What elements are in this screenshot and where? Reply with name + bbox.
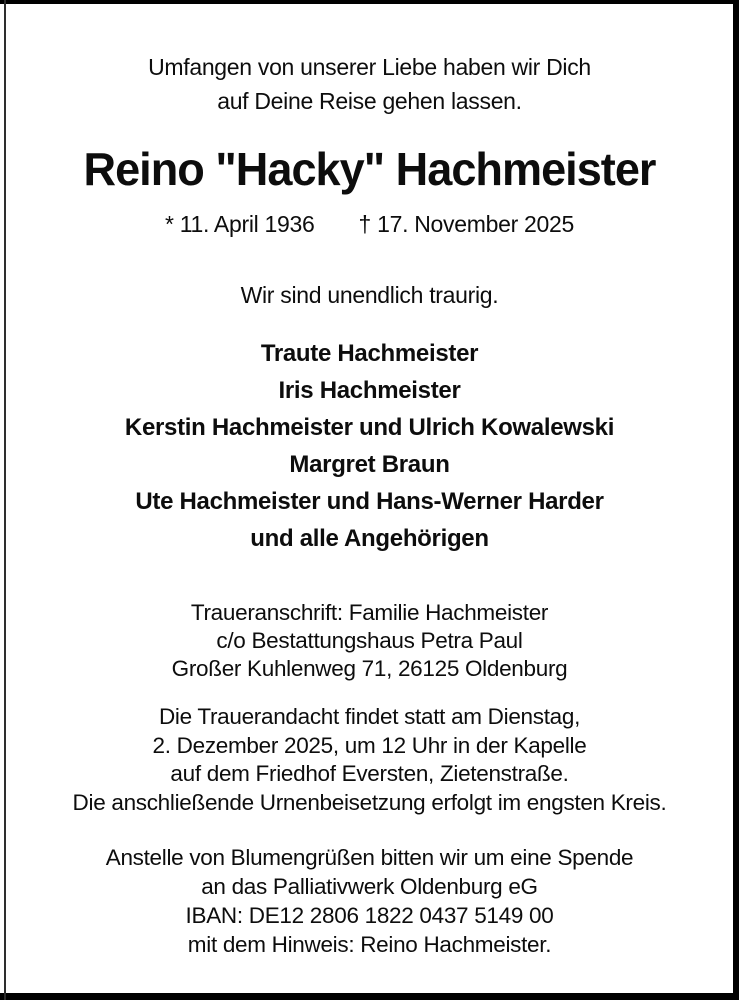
mourners-list xyxy=(8,335,731,557)
donation-line: IBAN: DE12 2806 1822 0437 5149 00 xyxy=(185,903,554,928)
service-line: 2. Dezember 2025, um 12 Uhr in der Kapelle xyxy=(152,732,587,758)
death-date: † 17. November 2025 xyxy=(358,211,574,237)
mourning-address xyxy=(8,599,731,683)
life-dates xyxy=(8,211,731,237)
donation-line: an das Palliativwerk Oldenburg eG xyxy=(201,874,538,899)
address-line: c/o Bestattungshaus Petra Paul xyxy=(216,628,523,653)
mourner-name: Margret Braun xyxy=(289,451,450,478)
service-line: auf dem Friedhof Eversten, Zietenstraße. xyxy=(170,761,569,786)
service-line: Die anschließende Urnenbeisetzung erfolgt im engsten Kreis. xyxy=(72,789,667,815)
address-line: Großer Kuhlenweg 71, 26125 Oldenburg xyxy=(171,656,568,681)
service-details xyxy=(8,703,731,817)
service-line: Die Trauerandacht findet statt am Dienstag, xyxy=(158,704,581,729)
grief-statement: Wir sind unendlich traurig. xyxy=(240,282,499,308)
clipping-edge-left xyxy=(4,0,6,1000)
opening-verse-line: auf Deine Reise gehen lassen. xyxy=(217,88,522,114)
opening-verse-line: Umfangen von unserer Liebe haben wir Dich xyxy=(148,54,591,80)
birth-date: * 11. April 1936 xyxy=(165,211,315,237)
address-line: Traueranschrift: Familie Hachmeister xyxy=(190,600,549,625)
opening-verse xyxy=(8,50,731,118)
clipping-edge-right xyxy=(733,0,739,1000)
mourner-name: Kerstin Hachmeister und Ulrich Kowalewski xyxy=(124,414,615,441)
mourner-name: Traute Hachmeister xyxy=(260,340,479,367)
donation-request xyxy=(8,843,731,959)
donation-line: Anstelle von Blumengrüßen bitten wir um eine Spende xyxy=(105,845,634,870)
clipping-edge-bottom xyxy=(0,993,739,1000)
mourner-name: Ute Hachmeister und Hans-Werner Harder xyxy=(135,488,604,515)
donation-line: mit dem Hinweis: Reino Hachmeister. xyxy=(187,932,552,957)
mourner-name: und alle Angehörigen xyxy=(250,525,489,552)
deceased-name: Reino "Hacky" Hachmeister xyxy=(83,143,656,195)
clipping-edge-top xyxy=(0,0,739,4)
mourner-name: Iris Hachmeister xyxy=(278,377,461,404)
